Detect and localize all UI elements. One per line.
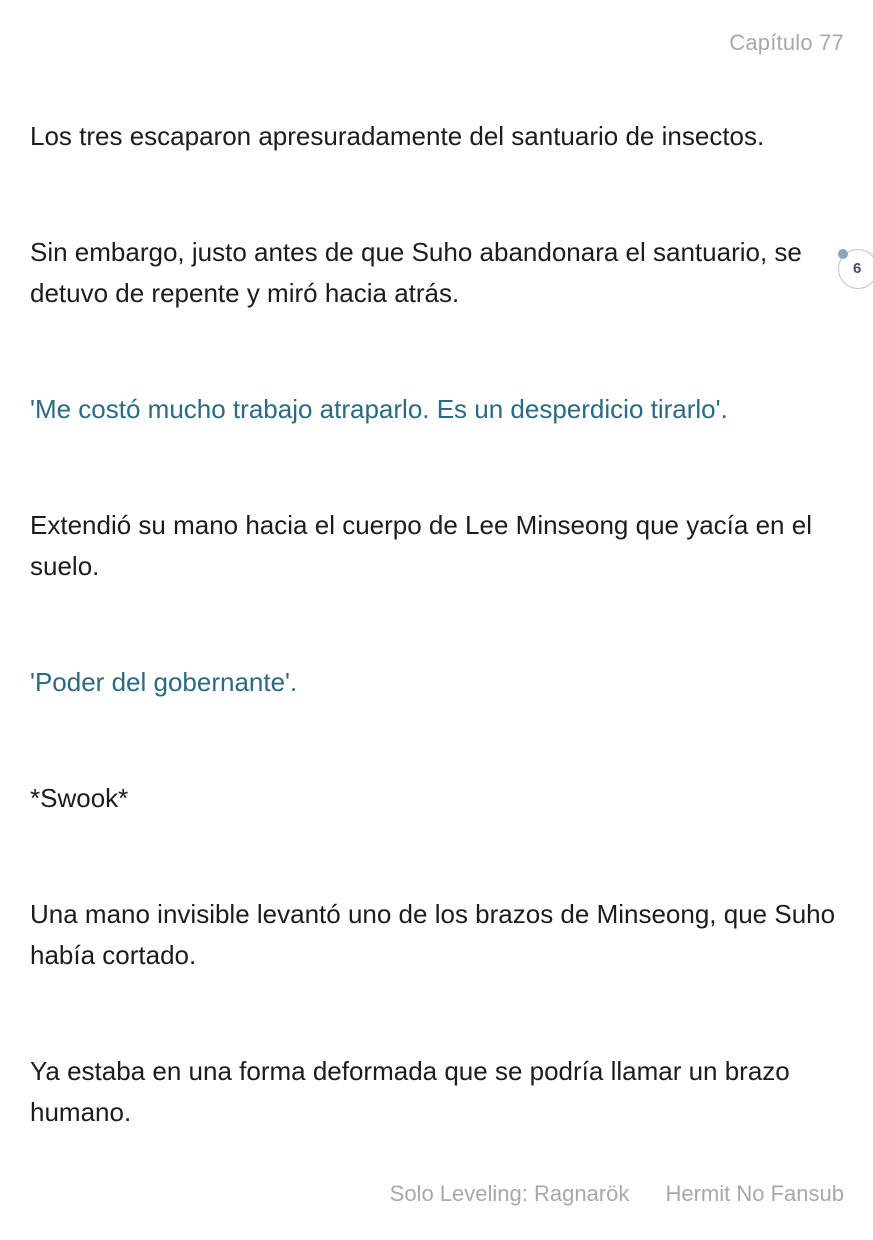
- paragraph-3-thought: 'Me costó mucho trabajo atraparlo. Es un desperdicio tirarlo'.: [30, 394, 728, 424]
- paragraph-8: Ya estaba en una forma deformada que se podría llamar un brazo humano.: [30, 1056, 790, 1127]
- translator-credit: Hermit No Fansub: [665, 1181, 844, 1206]
- series-title: Solo Leveling: Ragnarök: [389, 1181, 630, 1206]
- paragraph-6: *Swook*: [30, 783, 129, 813]
- paragraph-comment-button[interactable]: [838, 249, 873, 289]
- paragraph-4: Extendió su mano hacia el cuerpo de Lee Minseong que yacía en el suelo.: [30, 510, 812, 581]
- comment-indicator-icon: [838, 249, 848, 259]
- comment-count: 6: [853, 260, 862, 277]
- footer: [390, 1181, 844, 1207]
- chapter-label: Capítulo 77: [729, 30, 844, 55]
- paragraph-2: Sin embargo, justo antes de que Suho abandonara el santuario, se detuvo de repente y miró hacia atrás.: [30, 237, 802, 308]
- paragraph-7: Una mano invisible levantó uno de los brazos de Minseong, que Suho había cortado.: [30, 899, 836, 970]
- paragraph-1: Los tres escaparon apresuradamente del santuario de insectos.: [30, 121, 765, 151]
- paragraph-5-thought: 'Poder del gobernante'.: [30, 667, 298, 697]
